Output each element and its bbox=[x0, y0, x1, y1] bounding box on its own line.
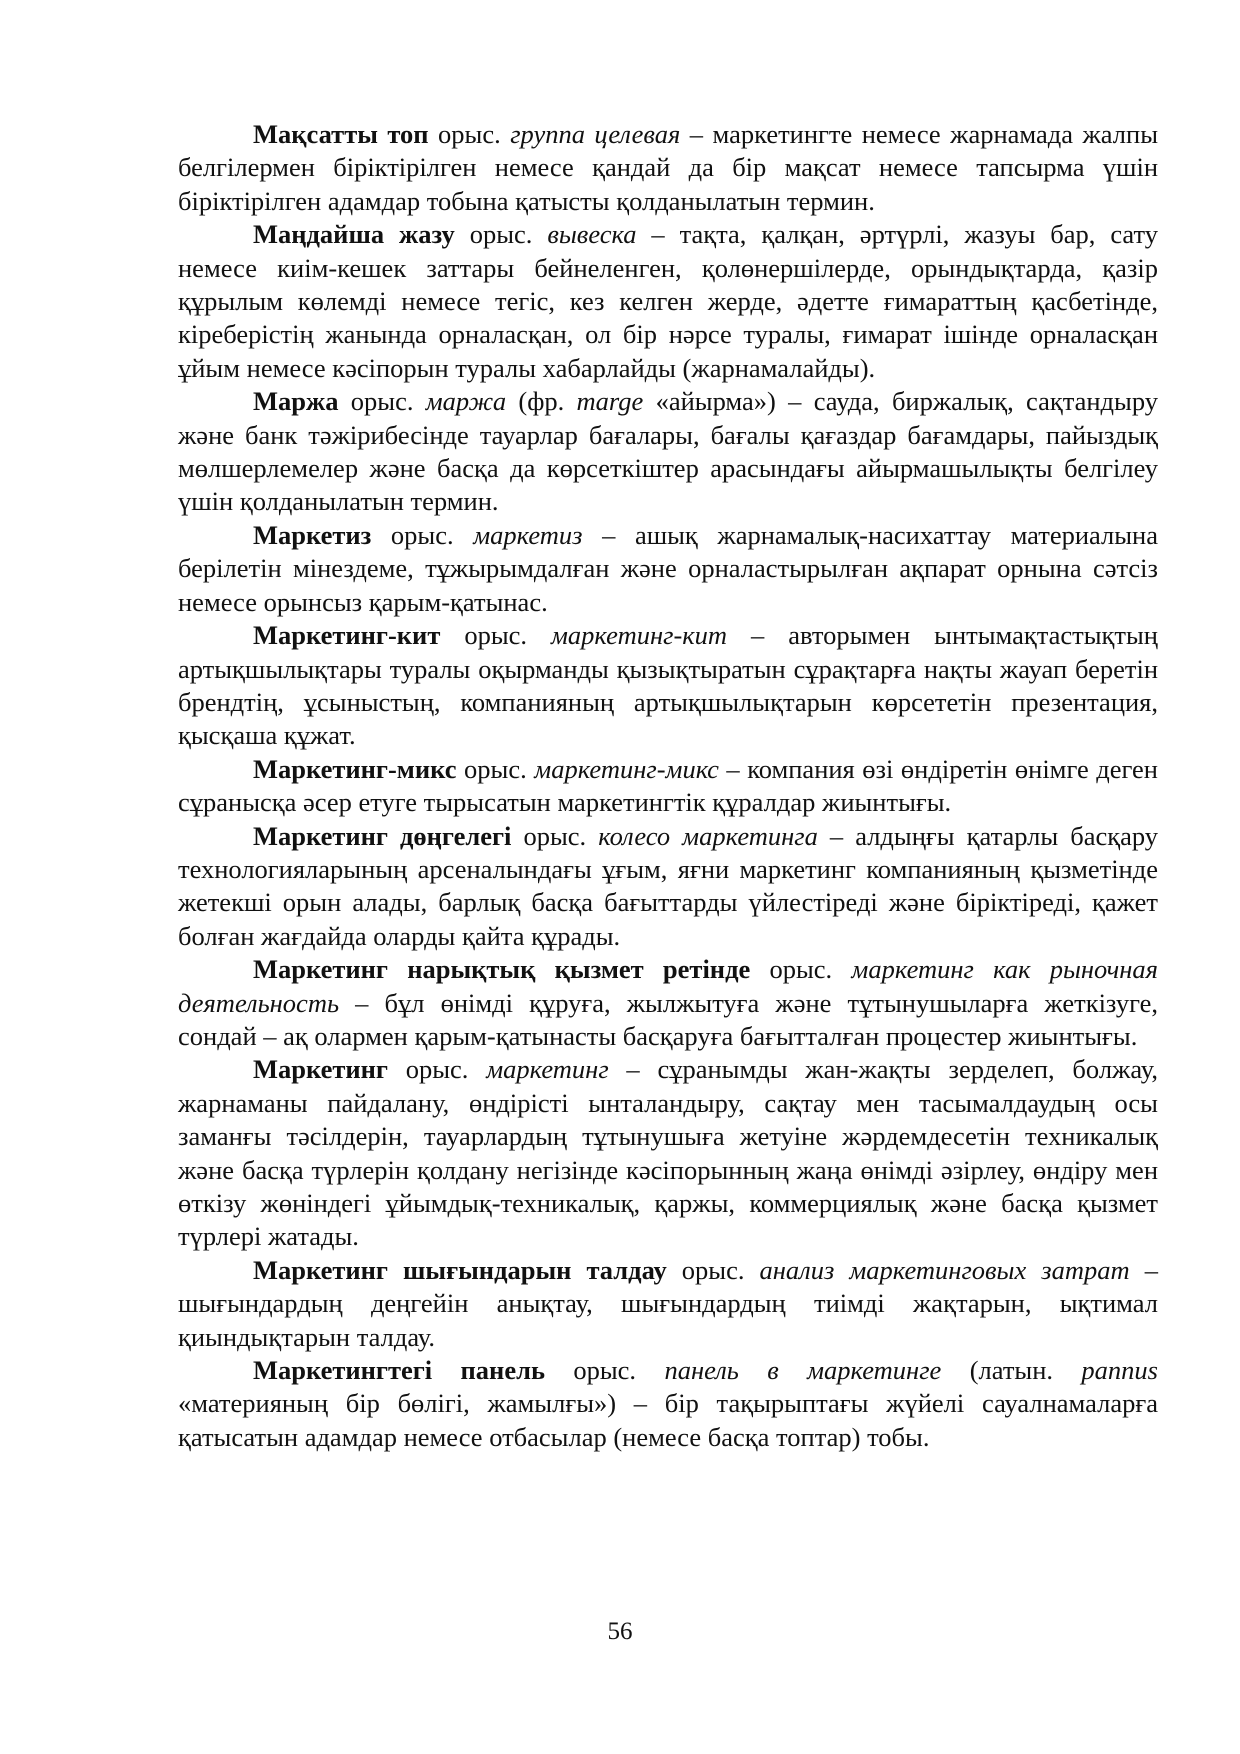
language-marker: орыс. bbox=[544, 1355, 665, 1386]
russian-equivalent: панель в маркетинге bbox=[664, 1355, 942, 1386]
dictionary-entry bbox=[178, 1254, 1158, 1354]
etymology-word: marge bbox=[576, 386, 644, 417]
entry-definition: – авторымен ынтымақтастықтың артықшылықтары туралы оқырманды қызықтыратын сұрақтарға нақты жауап беретін брендтің, ұсыныстың, компанияның артықшылықтарын көрсететін презентация, қысқаша құжат. bbox=[178, 620, 1158, 751]
entry-definition: – тақта, қалқан, әртүрлі, жазуы бар, сату немесе киім-кешек заттары бейнеленген, қолөнершілерде, орындықтарда, қазір құрылым көлемді немесе тегіс, кез келген жерде, әдетте ғимараттың қасбетінде, кіреберістің жанында орналасқан, ол бір нәрсе туралы, ғимарат ішінде орналасқан ұйым немесе кәсіпорын туралы хабарлайды (жарнамалайды). bbox=[178, 219, 1158, 383]
language-marker: орыс. bbox=[428, 119, 511, 149]
etymology-word: pannus bbox=[1081, 1355, 1158, 1386]
dictionary-page bbox=[178, 118, 1158, 1454]
entry-term: Маркетинг-микс bbox=[253, 753, 457, 784]
dictionary-entry bbox=[178, 820, 1158, 954]
etymology-marker: (латын. bbox=[941, 1355, 1082, 1386]
russian-equivalent: анализ маркетинговых затрат bbox=[759, 1254, 1130, 1285]
entry-term: Маркетинг шығындарын талдау bbox=[253, 1254, 667, 1285]
entry-definition: – компания өзі өндіретін өнімге деген сұранысқа әсер етуге тырысатын маркетингтік құралдар жиынтығы. bbox=[178, 753, 1158, 818]
russian-equivalent: вывеска bbox=[547, 219, 637, 250]
entry-definition: – сұранымды жан-жақты зерделеп, болжау, жарнаманы пайдалану, өндірісті ынталандыру, сақтау мен тасымалдаудың осы заманғы тәсілдерін, тауарлардың тұтынушыға жетуіне жәрдемдесетін техникалық және басқа түрлерін қолдану негізінде кәсіпорынның жаңа өнімді әзірлеу, өндіру мен өткізу жөніндегі ұйымдық-техникалық, қаржы, коммерциялық және басқа қызмет түрлері жатады. bbox=[178, 1054, 1158, 1252]
entry-term: Маркетинг bbox=[253, 1054, 388, 1085]
entry-definition: – алдыңғы қатарлы басқару технологияларының арсеналындағы ұғым, яғни маркетинг компанияның қызметінде жетекші орын алады, барлық басқа бағыттарды үйлестіреді және біріктіреді, қажет болған жағдайда оларды қайта құрады. bbox=[178, 820, 1158, 951]
entry-term: Маңдайша жазу bbox=[253, 219, 455, 250]
language-marker: орыс. bbox=[440, 620, 552, 651]
entry-definition: – шығындардың деңгейін анықтау, шығындардың тиімді жақтарын, ықтимал қиындықтарын талдау. bbox=[178, 1254, 1158, 1352]
russian-equivalent: маржа bbox=[425, 386, 507, 417]
language-marker: орыс. bbox=[511, 820, 599, 851]
page-number: 56 bbox=[607, 1618, 633, 1645]
russian-equivalent: группа целевая bbox=[510, 119, 681, 149]
russian-equivalent: маркетинг-кит bbox=[551, 620, 728, 651]
language-marker: орыс. bbox=[454, 219, 548, 250]
entry-term: Маржа bbox=[253, 386, 339, 417]
entry-definition: – бұл өнімді құруға, жылжытуға және тұтынушыларға жеткізуге, сондай – ақ олармен қарым-қатынасты басқаруға бағытталған процестер жиынтығы. bbox=[178, 987, 1158, 1051]
entry-term: Маркетинг-кит bbox=[253, 620, 441, 651]
entry-term: Маркетинг дөңгелегі bbox=[253, 820, 512, 851]
russian-equivalent: маркетиз bbox=[473, 519, 583, 550]
russian-equivalent: маркетинг bbox=[486, 1054, 609, 1085]
russian-equivalent: колесо маркетинга bbox=[598, 820, 818, 851]
language-marker: орыс. bbox=[750, 954, 852, 985]
russian-equivalent: маркетинг-микс bbox=[534, 753, 719, 784]
dictionary-entry bbox=[178, 619, 1158, 753]
dictionary-entry bbox=[178, 118, 1158, 218]
language-marker: орыс. bbox=[666, 1254, 760, 1285]
dictionary-entry bbox=[178, 953, 1158, 1053]
dictionary-entry bbox=[178, 1053, 1158, 1253]
russian-equivalent: маркетинг как рыночная деятельность bbox=[178, 954, 1158, 1018]
entry-term: Маркетингтегі панель bbox=[253, 1355, 545, 1386]
entry-term: Маркетинг нарықтық қызмет ретінде bbox=[253, 954, 751, 985]
dictionary-entry bbox=[178, 1354, 1158, 1454]
language-marker: орыс. bbox=[371, 519, 474, 550]
dictionary-entry bbox=[178, 753, 1158, 820]
dictionary-entry bbox=[178, 218, 1158, 385]
entry-definition: – маркетингте немесе жарнамада жалпы белгілермен біріктірілген немесе қандай да бір мақсат немесе тапсырма үшін біріктірілген адамдар тобына қатысты қолданылатын термин. bbox=[178, 119, 1158, 216]
entry-definition: «айырма») – сауда, биржалық, сақтандыру және банк тәжірибесінде тауарлар бағалары, бағалы қағаздар бағамдары, пайыздық мөлшерлемелер және басқа да көрсеткіштер арасындағы айырмашылықты белгілеу үшін қолданылатын термин. bbox=[178, 386, 1158, 517]
language-marker: орыс. bbox=[338, 386, 426, 417]
language-marker: орыс. bbox=[456, 753, 535, 784]
etymology-marker: (фр. bbox=[506, 386, 577, 417]
entry-definition: – ашық жарнамалық-насихаттау материалына берілетін мінездеме, тұжырымдалған және орналастырылған ақпарат орнына сәтсіз немесе орынсыз қарым-қатынас. bbox=[178, 519, 1158, 617]
entry-definition: «материяның бір бөлігі, жамылғы») – бір тақырыптағы жүйелі сауалнамаларға қатысатын адамдар немесе отбасылар (немесе басқа топтар) тобы. bbox=[178, 1388, 1158, 1452]
language-marker: орыс. bbox=[387, 1054, 487, 1085]
entry-term: Маркетиз bbox=[253, 519, 372, 550]
entry-term: Мақсатты топ bbox=[253, 119, 429, 149]
dictionary-entry bbox=[178, 519, 1158, 619]
dictionary-entry bbox=[178, 385, 1158, 519]
